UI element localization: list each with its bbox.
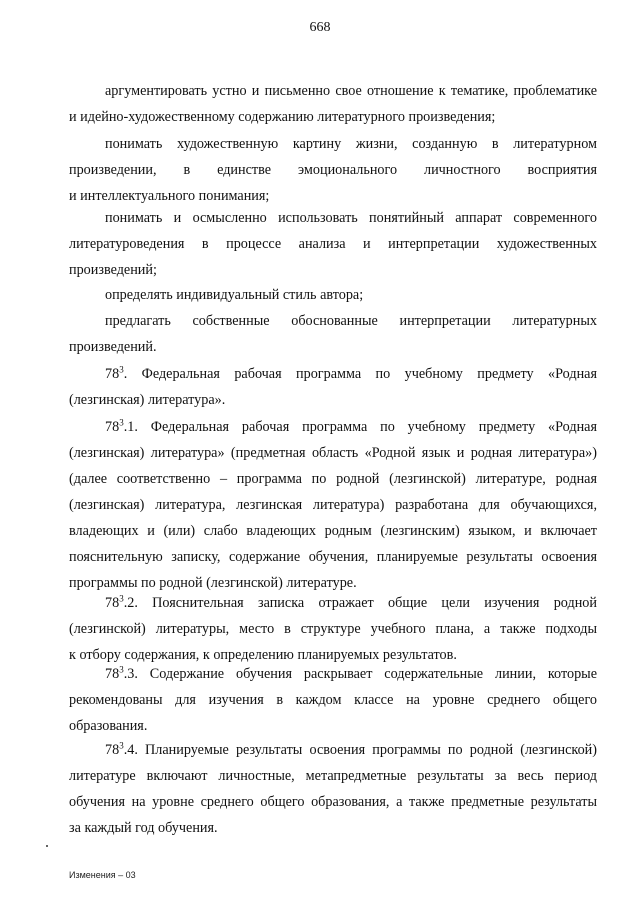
text-line: литературе включают личностные, метапредметные результаты за весь период	[69, 768, 597, 784]
section-number: 78	[105, 742, 120, 758]
section-number: 78	[105, 366, 120, 382]
text-line: понимать и осмысленно использовать понятийный аппарат современного	[105, 210, 597, 226]
text-line: произведений.	[69, 339, 157, 355]
section-superscript: 3	[119, 364, 124, 375]
paragraph-argue	[69, 78, 597, 130]
text-line: владеющих и (или) слабо владеющих родным (лезгинским) языком, и включает	[69, 523, 597, 539]
text-line: (лезгинская) литература, лезгинская литература) разработана для обучающихся,	[69, 497, 597, 513]
section-number: 78	[105, 595, 120, 611]
text-line: к отбору содержания, к определению планируемых результатов.	[69, 647, 457, 663]
section-number: 78	[105, 419, 120, 435]
paragraph-understand-picture	[69, 131, 597, 209]
paragraph-section-78-3-3	[69, 661, 597, 739]
text-line: образования.	[69, 718, 148, 734]
section-number: 78	[105, 666, 120, 682]
paragraph-section-78-3-1	[69, 414, 597, 596]
text-line: $78^3.1$. Федеральная рабочая программа по учебному предмету «Родная	[105, 417, 597, 435]
paragraph-section-78-3	[69, 361, 597, 413]
section-superscript: 3	[119, 664, 124, 675]
text-line: рекомендованы для изучения в каждом классе на уровне среднего общего	[69, 692, 597, 708]
text-line: произведений;	[69, 262, 157, 278]
paragraph-interpretations	[69, 308, 597, 360]
text-line: $78^3$. Федеральная рабочая программа по учебному предмету «Родная	[105, 364, 597, 382]
text-line: понимать художественную картину жизни, созданную в литературном	[105, 136, 597, 152]
text-line: (лезгинская) литература».	[69, 392, 226, 408]
text-line: $78^3.3$. Содержание обучения раскрывает содержательные линии, которые	[105, 664, 597, 682]
text-line: произведении, в единстве эмоционального личностного восприятия	[69, 162, 597, 178]
text-line: и интеллектуального понимания;	[69, 188, 270, 204]
section-superscript: 3	[119, 593, 124, 604]
text-line: аргументировать устно и письменно свое отношение к тематике, проблематике	[105, 83, 597, 99]
paragraph-section-78-3-4	[69, 737, 597, 841]
text-line: (лезгинской) литературы, место в структуре учебного плана, а также подходы	[69, 621, 597, 637]
paragraph-section-78-3-2	[69, 590, 597, 668]
section-superscript: 3	[119, 417, 124, 428]
page-number: 668	[309, 20, 331, 35]
margin-mark	[46, 845, 48, 847]
text-line: пояснительную записку, содержание обучения, планируемые результаты освоения	[69, 549, 597, 565]
text-line: $78^3.2$. Пояснительная записка отражает общие цели изучения родной	[105, 593, 597, 611]
text-line: $78^3.4$. Планируемые результаты освоения программы по родной (лезгинской)	[105, 740, 597, 758]
paragraph-author-style	[69, 282, 597, 308]
paragraph-conceptual-apparatus	[69, 205, 597, 283]
section-superscript: 3	[119, 740, 124, 751]
text-line: программы по родной (лезгинской) литературе.	[69, 575, 357, 591]
text-line: и идейно-художественному содержанию литературного произведения;	[69, 109, 496, 125]
text-line: за каждый год обучения.	[69, 820, 218, 836]
text-line: (далее соответственно – программа по родной (лезгинской) литературе, родная	[69, 471, 597, 487]
text-line: (лезгинская) литература» (предметная область «Родной язык и родная литература»)	[69, 445, 597, 461]
footer-revision: Изменения – 03	[69, 870, 136, 880]
text-line: литературоведения в процессе анализа и интерпретации художественных	[69, 236, 597, 252]
text-line: предлагать собственные обоснованные интерпретации литературных	[105, 313, 597, 329]
text-line: определять индивидуальный стиль автора;	[105, 287, 364, 303]
text-line: обучения на уровне среднего общего образования, а также предметные результаты	[69, 794, 597, 810]
